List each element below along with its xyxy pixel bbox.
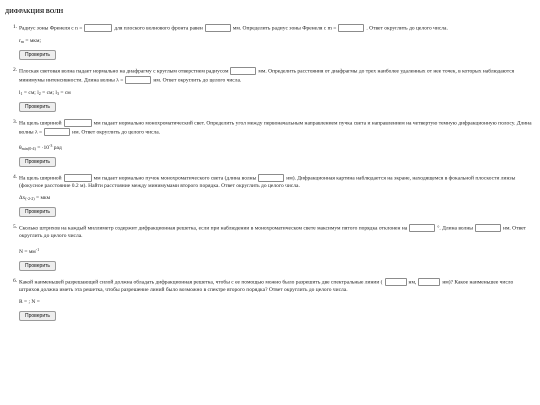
text-part: мм падает нормально монохроматический свет. Определить угол между первоначальным направлением пучка света и направлением на четвертую темную дифракционную полосу. Длина волны λ = xyxy=(19,120,532,136)
text-part: нм. Ответ округлить до целого числа. xyxy=(19,225,526,240)
question-number: 6. xyxy=(13,277,18,284)
slit-width-input[interactable] xyxy=(64,119,92,127)
answer-symbol: r xyxy=(19,38,21,45)
text-part: Какой наименьшей разрешающей силой должна обладать дифракционная решетка, чтобы с ее помощью можно было разрешить две спектральные линии ( xyxy=(19,279,383,286)
answer-line xyxy=(19,246,534,256)
wavelength-input[interactable] xyxy=(258,174,284,182)
answer-line xyxy=(19,38,534,45)
answer-superscript: -3 xyxy=(49,142,53,148)
answer-text: = см xyxy=(60,89,71,96)
wavelength-input[interactable] xyxy=(44,128,70,136)
check-button[interactable]: Проверить xyxy=(19,157,56,167)
answer-line xyxy=(19,90,534,97)
answer-unit: рад xyxy=(53,144,62,151)
answer-symbol: θ xyxy=(19,144,22,151)
question-1 xyxy=(5,24,534,60)
answer-symbol: l xyxy=(19,89,21,96)
answer-line xyxy=(19,142,534,152)
question-3 xyxy=(5,119,534,167)
text-part: мм падает нормально пучок монохроматического света (длина волны xyxy=(93,175,257,182)
slit-width-input[interactable] xyxy=(64,174,92,182)
question-text xyxy=(19,119,534,136)
question-number: 2. xyxy=(13,67,18,74)
check-button[interactable]: Проверить xyxy=(19,207,56,217)
text-part: На щель шириной xyxy=(19,120,62,127)
text-part: Сколько штрихов на каждый миллиметр содержит дифракционная решетка, если при наблюдении в монохроматическом свете максимум пятого порядка отклонен на xyxy=(19,225,408,232)
check-button[interactable]: Проверить xyxy=(19,261,56,271)
question-number: 5. xyxy=(13,224,18,231)
text-part: нм). Дифракционная картина наблюдается на экране, находящемся в фокальной плоскости линзы (фокусное расстояние 0.2 м). Найти расстояние между минимумами второго порядка. Ответ округлить до целого числа. xyxy=(19,175,516,189)
answer-line: R = ; N = xyxy=(19,299,40,306)
answer-text: N = мм xyxy=(19,248,36,255)
text-part: нм, xyxy=(408,279,417,286)
m-input[interactable] xyxy=(338,24,364,32)
question-text xyxy=(19,278,534,294)
question-text xyxy=(19,67,534,84)
answer-text: = ·10 xyxy=(37,144,50,151)
text-part: мм. Определить радиус зоны Френеля с m = xyxy=(232,25,337,32)
text-part: Радиус зоны Френеля с n = xyxy=(19,25,83,32)
answer-subscript: 2 xyxy=(38,90,41,96)
check-button[interactable]: Проверить xyxy=(19,102,56,112)
check-button[interactable]: Проверить xyxy=(19,311,56,321)
answer-subscript: min(0-4) xyxy=(21,145,36,151)
radius-input[interactable] xyxy=(205,24,231,32)
text-part: нм)? Какое наименьшее число штрихов должна иметь эта решетка, чтобы разрешение линий было возможно в спектре второго порядка? Ответ округлить до целого числа. xyxy=(19,279,514,293)
answer-text: = мкм; xyxy=(25,38,41,45)
question-5 xyxy=(5,224,534,270)
check-button[interactable]: Проверить xyxy=(19,50,56,60)
answer-text: = мкм xyxy=(36,195,51,202)
question-number: 4. xyxy=(13,173,18,180)
answer-text: = см; l xyxy=(23,89,39,96)
text-part: °. xyxy=(437,225,441,232)
question-text xyxy=(19,24,534,33)
answer-subscript: 1 xyxy=(20,90,23,96)
text-part: На щель шириной xyxy=(19,175,62,182)
wavelength-input[interactable] xyxy=(475,224,501,232)
n-input[interactable] xyxy=(84,24,112,32)
text-part: . Ответ округлить до целого числа. xyxy=(366,25,448,32)
text-part: для плоского волнового фронта равен xyxy=(114,25,203,32)
text-part: нм. Ответ округлить до целого числа. xyxy=(72,129,161,136)
question-number: 3. xyxy=(13,119,18,126)
question-2 xyxy=(5,67,534,112)
wavelength-2-input[interactable] xyxy=(418,278,440,286)
wavelength-input[interactable] xyxy=(125,76,151,84)
wavelength-1-input[interactable] xyxy=(385,278,407,286)
answer-superscript: -1 xyxy=(35,246,40,252)
radius-input[interactable] xyxy=(230,67,256,75)
question-number: 1. xyxy=(13,24,18,31)
text-part: Длина волны xyxy=(442,225,473,232)
answer-subscript: m xyxy=(20,39,24,45)
question-4 xyxy=(5,174,534,217)
page-title: ДИФРАКЦИЯ ВОЛН xyxy=(5,9,64,15)
text-part: Плоская световая волна падает нормально на диафрагму с круглым отверстием радиусом xyxy=(19,68,229,75)
answer-text: = см; l xyxy=(42,89,57,96)
text-part: нм. Ответ округлить до целого числа. xyxy=(153,77,242,84)
answer-line xyxy=(19,195,534,202)
answer-symbol: Δx xyxy=(19,195,26,202)
angle-input[interactable] xyxy=(409,224,435,232)
question-6 xyxy=(5,278,534,321)
answer-subscript: (-2-2) xyxy=(25,196,35,202)
question-text xyxy=(19,174,534,190)
text-part: мм. Определить расстояния от диафрагмы до трех наиболее удаленных от нее точек, в которых наблюдаются минимумы интенсивности. Длина волны λ = xyxy=(19,68,515,84)
answer-subscript: 3 xyxy=(56,90,59,96)
question-text xyxy=(19,224,534,240)
